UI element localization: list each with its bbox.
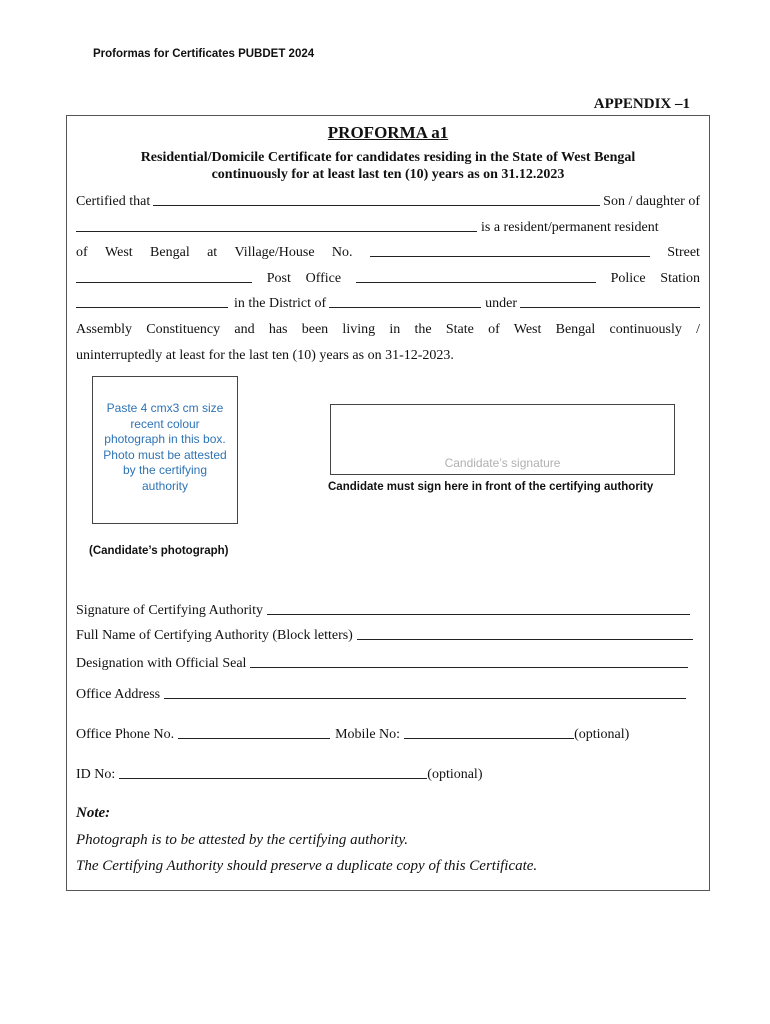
photograph-instruction: Paste 4 cmx3 cm size recent colour photograph in this box. Photo must be attested by the certifying authority [103, 401, 227, 493]
post-text: Post [266, 271, 291, 286]
certified-that-text: Certified that [76, 194, 151, 209]
certificate-line-7 [76, 342, 700, 364]
son-daughter-of-text: Son / daughter of [603, 194, 700, 209]
resident-text: is a resident/permanent resident [481, 220, 659, 235]
signature-authority-row [76, 597, 690, 619]
id-no-field[interactable] [119, 778, 427, 779]
phone-row [76, 721, 629, 743]
photograph-caption: (Candidate’s photograph) [89, 545, 229, 557]
certificate-line-3 [76, 239, 700, 261]
office-text: Office [305, 271, 342, 286]
office-phone-label: Office Phone No. [76, 727, 175, 742]
candidate-signature-placeholder: Candidate’s signature [444, 456, 561, 470]
under-text: under [485, 296, 518, 311]
certificate-line-2 [76, 214, 700, 236]
candidate-name-field[interactable] [153, 205, 600, 206]
certificate-line-1 [76, 188, 700, 210]
full-name-row [76, 622, 693, 644]
street-field[interactable] [76, 282, 252, 283]
signature-authority-label: Signature of Certifying Authority [76, 603, 264, 618]
office-address-row [76, 681, 686, 703]
at-text: at [207, 245, 218, 260]
in-district-text: in the District of [234, 296, 327, 311]
district-field[interactable] [329, 307, 481, 308]
office-phone-field[interactable] [178, 738, 330, 739]
id-row [76, 761, 483, 783]
village-house-field[interactable] [370, 256, 650, 257]
street-text: Street [667, 245, 700, 260]
police-station-field[interactable] [76, 307, 228, 308]
post-office-field[interactable] [356, 282, 596, 283]
mobile-label: Mobile No: [335, 727, 401, 742]
designation-row [76, 650, 688, 672]
note-line-2: The Certifying Authority should preserve a duplicate copy of this Certificate. [76, 858, 538, 874]
full-name-field[interactable] [357, 639, 693, 640]
office-address-label: Office Address [76, 687, 161, 702]
note-heading: Note: [76, 805, 111, 821]
proforma-subtitle [77, 149, 699, 183]
designation-field[interactable] [250, 667, 688, 668]
subtitle-line-2: continuously for at least last ten (10) years as on 31.12.2023 [211, 167, 565, 182]
designation-label: Designation with Official Seal [76, 656, 247, 671]
assembly-constituency-field[interactable] [520, 307, 700, 308]
signature-caption: Candidate must sign here in front of the certifying authority [328, 481, 654, 493]
candidate-signature-box[interactable] [330, 404, 675, 475]
of-text: of [76, 245, 88, 260]
id-optional-label: (optional) [427, 767, 483, 782]
office-address-field[interactable] [164, 698, 686, 699]
no-text: No. [331, 245, 353, 260]
uninterrupted-text: uninterruptedly at least for the last ten (10) years as on 31-12-2023. [76, 348, 454, 363]
mobile-optional-label: (optional) [574, 727, 630, 742]
proforma-frame [66, 115, 710, 891]
west-text: West [105, 245, 133, 260]
signature-authority-field[interactable] [267, 614, 690, 615]
appendix-label: APPENDIX –1 [593, 96, 690, 112]
full-name-label: Full Name of Certifying Authority (Block letters) [76, 628, 353, 643]
mobile-field[interactable] [404, 738, 574, 739]
subtitle-line-1: Residential/Domicile Certificate for candidates residing in the State of West Bengal [140, 150, 636, 165]
parent-name-field[interactable] [76, 231, 477, 232]
certificate-line-6 [76, 316, 700, 338]
assembly-constituency-text: Assembly Constituency and has been living in the State of West Bengal continuously / [76, 322, 700, 337]
certificate-line-5 [76, 290, 700, 312]
proforma-title: PROFORMA a1 [327, 123, 449, 142]
certificate-line-4 [76, 265, 700, 287]
note-line-1: Photograph is to be attested by the certifying authority. [76, 832, 409, 848]
photograph-box[interactable] [92, 376, 238, 524]
village-house-text: Village/House [234, 245, 315, 260]
bengal-text: Bengal [150, 245, 190, 260]
station-text: Station [660, 271, 700, 286]
document-header: Proformas for Certificates PUBDET 2024 [93, 48, 315, 60]
police-text: Police [610, 271, 646, 286]
id-no-label: ID No: [76, 767, 116, 782]
